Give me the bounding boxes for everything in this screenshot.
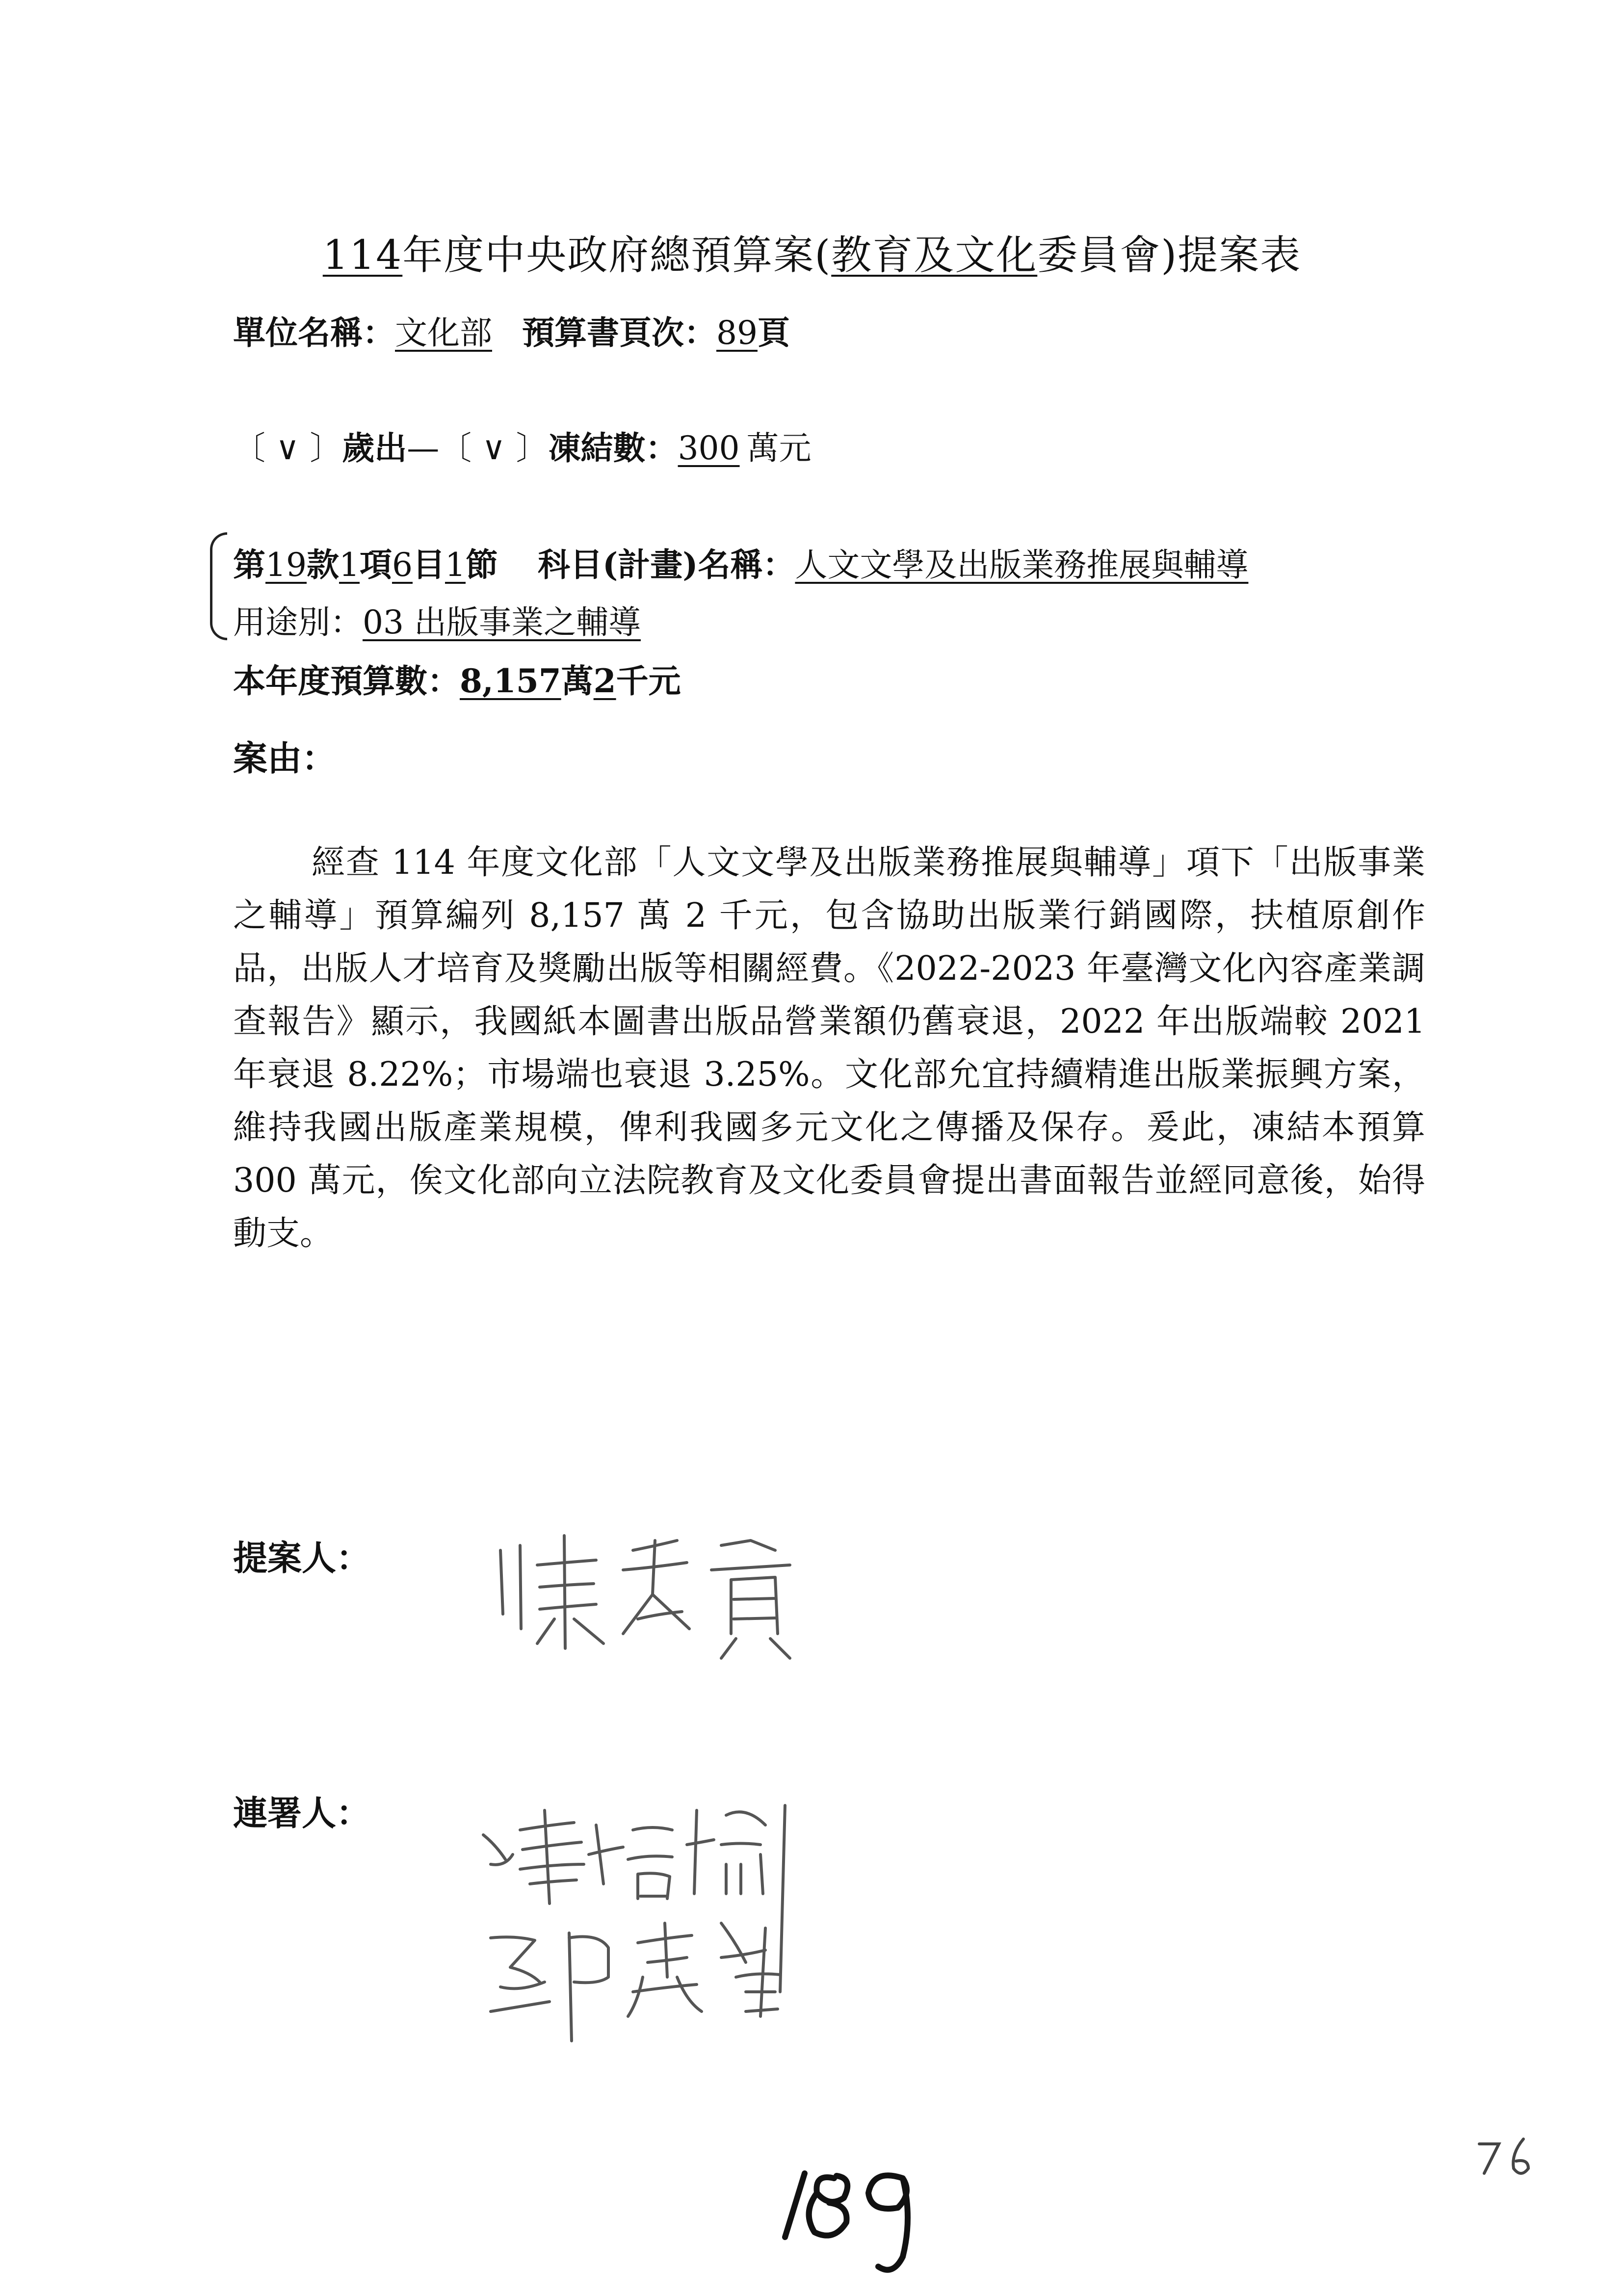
proposer-label: 提案人： <box>233 1538 370 1578</box>
current-budget-qian: 2 <box>593 662 616 700</box>
kuan-pre: 第 <box>233 546 265 584</box>
current-budget-wan-label: 萬 <box>561 662 594 700</box>
unit-value: 文化部 <box>395 314 492 352</box>
xiang-value: 1 <box>339 546 360 584</box>
jie-value: 1 <box>445 546 466 584</box>
mu-label: 目 <box>412 546 445 584</box>
subject-value: 人文文學及出版業務推展與輔導 <box>795 546 1249 584</box>
purpose-value: 03 出版事業之輔導 <box>363 603 641 641</box>
corner-number <box>1479 2139 1528 2173</box>
title-part1: 年度中央政府總預算案( <box>402 232 832 279</box>
xiang-label: 項 <box>359 546 392 584</box>
kuan-label: 款 <box>306 546 339 584</box>
expenditure-label: 歲出 <box>342 429 407 467</box>
title-part2: 委員會)提案表 <box>1037 232 1302 279</box>
title-year: 114 <box>322 232 403 279</box>
title-committee: 教育及文化 <box>831 232 1038 279</box>
subject-label: 科目(計畫)名稱： <box>537 546 795 584</box>
page-label: 預算書頁次： <box>522 313 716 352</box>
mu-value: 6 <box>392 546 413 584</box>
dash: — <box>407 429 440 467</box>
cosigner-label: 連署人： <box>233 1793 370 1833</box>
page-value: 89 <box>716 314 758 352</box>
cosigner-signature-2 <box>491 1923 780 2041</box>
reason-text: 經查 114 年度文化部「人文文學及出版業務推展與輔導」項下「出版事業之輔導」預算編列 8,157 萬 2 千元，包含協助出版業行銷國際，扶植原創作品，出版人才培育及獎勵出版等相關經費。《2022-2023 年臺灣文化內容產業調查報告》顯示，我國紙本圖書出版品營業額仍舊衰退，2022 年出版端較 2021 年衰退 8.22%；市場端也衰退 3.25%。文化部允宜持續精進出版業振興方案，維持我國出版產業規模，俾利我國多元文化之傳播及保存。爰此，凍結本預算 300 萬元，俟文化部向立法院教育及文化委員會提出書面報告並經同意後，始得動支。 <box>233 843 1425 1253</box>
kuan-value: 19 <box>265 546 307 584</box>
freeze-amount: 300 <box>678 429 740 467</box>
current-budget-label: 本年度預算數： <box>233 662 460 700</box>
checkbox-freeze: 〔 ∨ 〕 <box>439 429 549 467</box>
checkbox-expenditure: 〔 ∨ 〕 <box>233 429 342 467</box>
handwritten-page-number <box>785 2173 908 2270</box>
cosigner-signature-1 <box>483 1805 785 1992</box>
current-budget-qian-label: 千元 <box>616 662 681 700</box>
reason-label: 案由： <box>233 738 336 779</box>
current-budget-wan: 8,157 <box>460 662 561 700</box>
freeze-label: 凍結數： <box>548 429 678 467</box>
proposer-signature <box>500 1536 790 1658</box>
freeze-unit: 萬元 <box>746 429 812 467</box>
purpose-label: 用途別： <box>233 603 363 641</box>
jie-label: 節 <box>465 546 498 584</box>
unit-label: 單位名稱： <box>233 313 395 352</box>
page-suffix: 頁 <box>757 313 790 352</box>
